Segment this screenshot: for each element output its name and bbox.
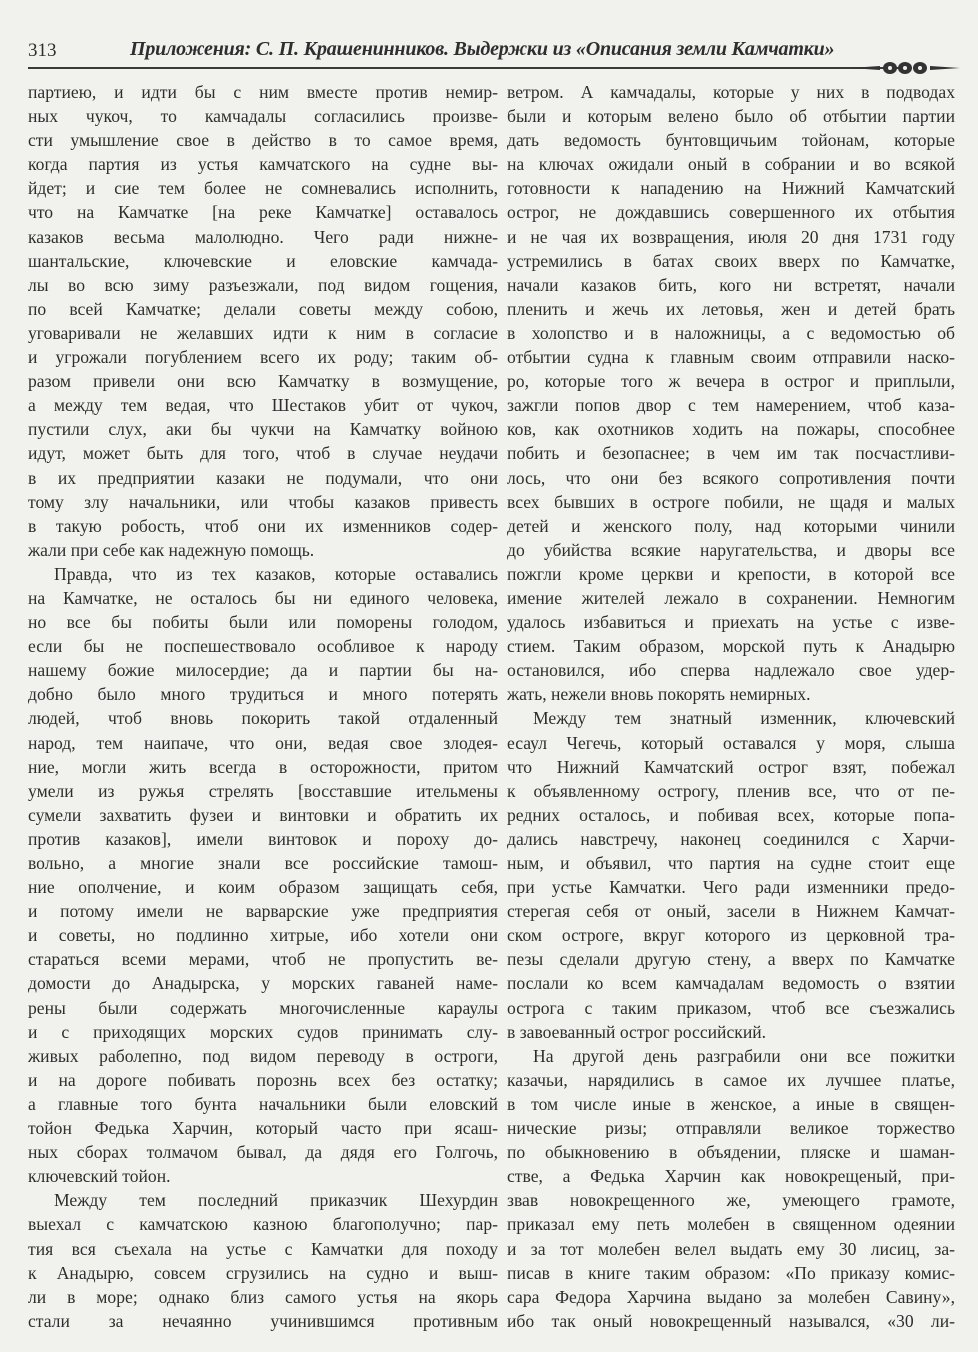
text-line: дались навстречу, наконец соединился с Харчи-: [507, 828, 955, 849]
text-line: ных чукоч, то камчадалы согласились произве-: [28, 106, 498, 127]
text-line: зажгли попов двор с тем намерением, чтоб каза-: [507, 395, 955, 416]
text-line: ных сборах толмачом бывал, да дядя его Голгочь,: [28, 1142, 498, 1163]
text-line: вольно, а многие знали все российские тамош-: [28, 853, 498, 873]
text-line: на ключах ожидали оный в собрании и во всякой: [507, 154, 955, 175]
text-line: по всей Камчатке; делали советы между собою,: [28, 298, 498, 319]
text-line: лось, что они без всякого сопротивления почти: [507, 467, 955, 488]
left-text-column: [28, 80, 498, 1333]
text-line: в такую робость, чтоб они их изменников содер-: [28, 515, 498, 536]
text-line: и советы, но подлинно хитрые, ибо хотели они: [28, 925, 498, 946]
text-line: жали при себе как надежную помощь.: [28, 539, 315, 560]
text-line: умели из ружья стрелять [восставшие ительмены: [28, 780, 498, 801]
text-line: разом привели они всю Камчатку в возмущение,: [28, 371, 498, 392]
text-line: и на дороге побивать порознь всех без остатку;: [28, 1069, 498, 1090]
text-line: побить и безопаснее; в чем им так посчастливи-: [507, 443, 955, 464]
right-text-column: [507, 80, 955, 1333]
text-line: народ, тем наипаче, что они, ведая свое злодея-: [28, 732, 498, 753]
text-line: уговаривали не желавших идти к ним в согласие: [28, 322, 498, 343]
text-line: казаков весьма малолюдно. Чего ради нижне-: [28, 226, 498, 247]
text-line: ние ополчение, и коим образом защищать себя,: [28, 877, 498, 898]
text-line: начали казаков бить, кого ни встретят, начали: [507, 274, 955, 295]
text-line: ков, как охотников ходить на пожары, способнее: [507, 419, 955, 440]
text-line: На другой день разграбили они все пожитки: [533, 1045, 955, 1066]
text-line: готовности к нападению на Нижний Камчатский: [507, 178, 955, 199]
text-line: ключевский тойон.: [28, 1166, 171, 1187]
text-line: партиею, и идти бы с ним вместе против немир-: [28, 82, 498, 102]
text-line: удалось избавиться и приехать на устье с изве-: [507, 612, 955, 633]
text-line: редних осталось, и побивая всех, которые попа-: [507, 804, 955, 825]
text-line: в их предприятии казаки не подумали, что они: [28, 467, 498, 488]
text-line: стараться всеми мерами, чтоб не пропустить ве-: [28, 949, 498, 970]
text-line: к Анадырю, совсем сгрузились на судно и выш-: [28, 1262, 498, 1283]
text-line: шантальские, ключевские и еловские камчада-: [28, 250, 498, 271]
text-line: стием. Таким образом, морской путь к Анадырю: [507, 636, 955, 657]
text-line: тия вся съехала на устье с Камчатки для походу: [28, 1238, 498, 1259]
text-line: сти умышление свое в действо в то самое время,: [28, 130, 498, 151]
text-line: идут, может быть для того, чтоб в случае неудачи: [28, 443, 498, 464]
text-line: устремились в батах своих вверх по Камчатке,: [507, 250, 955, 271]
text-line: против казаков], имели винтовок и пороху до-: [28, 828, 498, 849]
text-line: ли в море; однако близ самого устья на якорь: [28, 1286, 498, 1307]
text-line: людей, чтоб вновь покорить такой отдаленный: [28, 708, 498, 729]
text-line: были и которым велено было об отбытии партии: [507, 106, 955, 127]
text-line: Между тем последний приказчик Шехурдин: [54, 1190, 498, 1211]
text-line: тому злу начальники, или чтобы казаков привесть: [28, 491, 498, 512]
text-line: ным, и объявил, что партия на судне стоит еще: [507, 853, 955, 873]
text-line: когда партия из устья камчатского на судне вы-: [28, 154, 498, 175]
text-line: всех бывших в остроге побили, не щадя и малых: [507, 491, 955, 512]
text-line: ние, могли жить всегда в осторожности, притом: [28, 756, 498, 777]
text-line: сумели захватить фузеи и винтовки и обратить их: [28, 804, 498, 825]
text-line: писав в книге таким образом: «По приказу комис-: [507, 1262, 955, 1283]
text-line: имение жителей лежало в сохранении. Немногим: [507, 587, 955, 608]
text-line: домости до Анадырска, у морских гаваней наме-: [28, 973, 498, 994]
text-line: выехал с камчатскою казною благополучно; пар-: [28, 1214, 498, 1235]
header-rule: [28, 67, 908, 69]
text-line: отбытии судна к главным своим отправили наско-: [507, 347, 955, 368]
text-line: до убийства всякие наругательства, и дворы все: [507, 539, 955, 560]
text-line: и потому имели не варварские уже предприятия: [28, 901, 498, 922]
text-line: остановился, ибо сперва надлежало свое удер-: [507, 660, 955, 681]
text-line: нические ризы; отправляли великое торжество: [507, 1118, 955, 1139]
text-line: и не чая их возвращения, июля 20 дня 1731 году: [507, 226, 955, 247]
page-number: 313: [28, 40, 57, 61]
text-line: нашему божие милосердие; да и партии бы на-: [28, 660, 498, 681]
text-line: острог, не дождавшись совершенного их отбытия: [507, 202, 955, 223]
text-line: в завоеванный острог российский.: [507, 1021, 767, 1042]
text-line: есаул Чегечь, который оставался у моря, слыша: [507, 732, 955, 753]
text-line: ро, которые того ж вечера в острог и приплыли,: [507, 371, 955, 392]
text-line: приказал ему петь молебен в священном одеянии: [507, 1214, 955, 1235]
text-line: звав новокрещенного же, умеющего грамоте,: [507, 1190, 955, 1211]
text-line: но все бы побиты были или поморены голодом,: [28, 612, 498, 633]
text-line: а главные того бунта начальники были еловский: [28, 1093, 498, 1114]
ornament-icon: [850, 58, 960, 78]
text-line: послали ко всем камчадалам ведомость о взятии: [507, 973, 955, 994]
text-line: рены были содержать многочисленные караулы: [28, 997, 498, 1018]
text-line: острога с таким приказом, чтоб все съезжались: [507, 997, 955, 1018]
text-line: что Нижний Камчатский острог взят, побежал: [507, 756, 955, 777]
text-line: дать ведомость бунтовщичьим тойонам, которые: [507, 130, 955, 151]
text-line: пленить и жечь их летовья, жен и детей брать: [507, 298, 955, 319]
text-line: что на Камчатке [на реке Камчатке] оставалось: [28, 202, 498, 223]
text-line: казачьи, нарядились в самое их лучшее платье,: [507, 1069, 955, 1090]
text-line: если бы не поспешествовало особливое к народу: [28, 636, 498, 657]
text-line: ском остроге, вкруг которого из церковной тра-: [507, 925, 955, 946]
text-line: и угрожали погублением всего их роду; таким об-: [28, 347, 498, 368]
text-line: Между тем знатный изменник, ключевский: [533, 708, 955, 729]
running-title: Приложения: С. П. Крашенинников. Выдержки из «Описания земли Камчатки»: [130, 38, 835, 60]
text-line: а между тем ведая, что Шестаков убит от чукоч,: [28, 395, 498, 416]
text-line: в холопство и в наложницы, а с ведомостью об: [507, 322, 955, 343]
text-line: и за тот молебен велел выдать ему 30 лисиц, за-: [507, 1238, 955, 1259]
text-line: сара Федора Харчина выдано за молебен Савину»,: [507, 1286, 955, 1307]
text-line: при устье Камчатки. Чего ради изменники предо-: [507, 877, 955, 898]
text-line: добно было много трудиться и много потерять: [28, 684, 498, 705]
text-line: лы во всю зиму разъезжали, под видом гощения,: [28, 274, 498, 295]
text-line: стве, а Федька Харчин как новокрещеный, при-: [507, 1166, 955, 1187]
text-line: стали за нечаянно учинившимся противным: [28, 1310, 498, 1331]
text-line: и с приходящих морских судов принимать слу-: [28, 1021, 498, 1042]
text-line: ветром. А камчадалы, которые у них в подводах: [507, 82, 955, 102]
text-line: по обыкновению в объядении, пляске и шаман-: [507, 1142, 955, 1163]
text-line: к объявленному острогу, пленив все, что от пе-: [507, 780, 955, 801]
text-line: детей и женского полу, над которыми чинили: [507, 515, 955, 536]
text-line: тойон Федька Харчин, который часто при ясаш-: [28, 1118, 498, 1139]
text-line: живых раболепно, под видом переводу в остроги,: [28, 1045, 498, 1066]
text-line: в том числе иные в женское, а иные в священ-: [507, 1093, 955, 1114]
text-line: йдет; и сие тем более не сомневались исполнить,: [28, 178, 498, 199]
text-line: пезы сделали другую стену, а вверх по Камчатке: [507, 949, 955, 970]
text-line: стерегая себя от оный, засели в Нижнем Камчат-: [507, 901, 955, 922]
text-line: жать, нежели вновь покорять немирных.: [507, 684, 811, 705]
text-line: на Камчатке, не осталось бы ни единого человека,: [28, 587, 498, 608]
text-line: пустили слух, аки бы чукчи на Камчатку войною: [28, 419, 498, 440]
text-line: ибо так оный новокрещенный назывался, «30 ли-: [507, 1310, 955, 1331]
text-line: пожгли кроме церкви и крепости, в которой все: [507, 563, 955, 584]
text-line: Правда, что из тех казаков, которые оставались: [54, 563, 498, 584]
